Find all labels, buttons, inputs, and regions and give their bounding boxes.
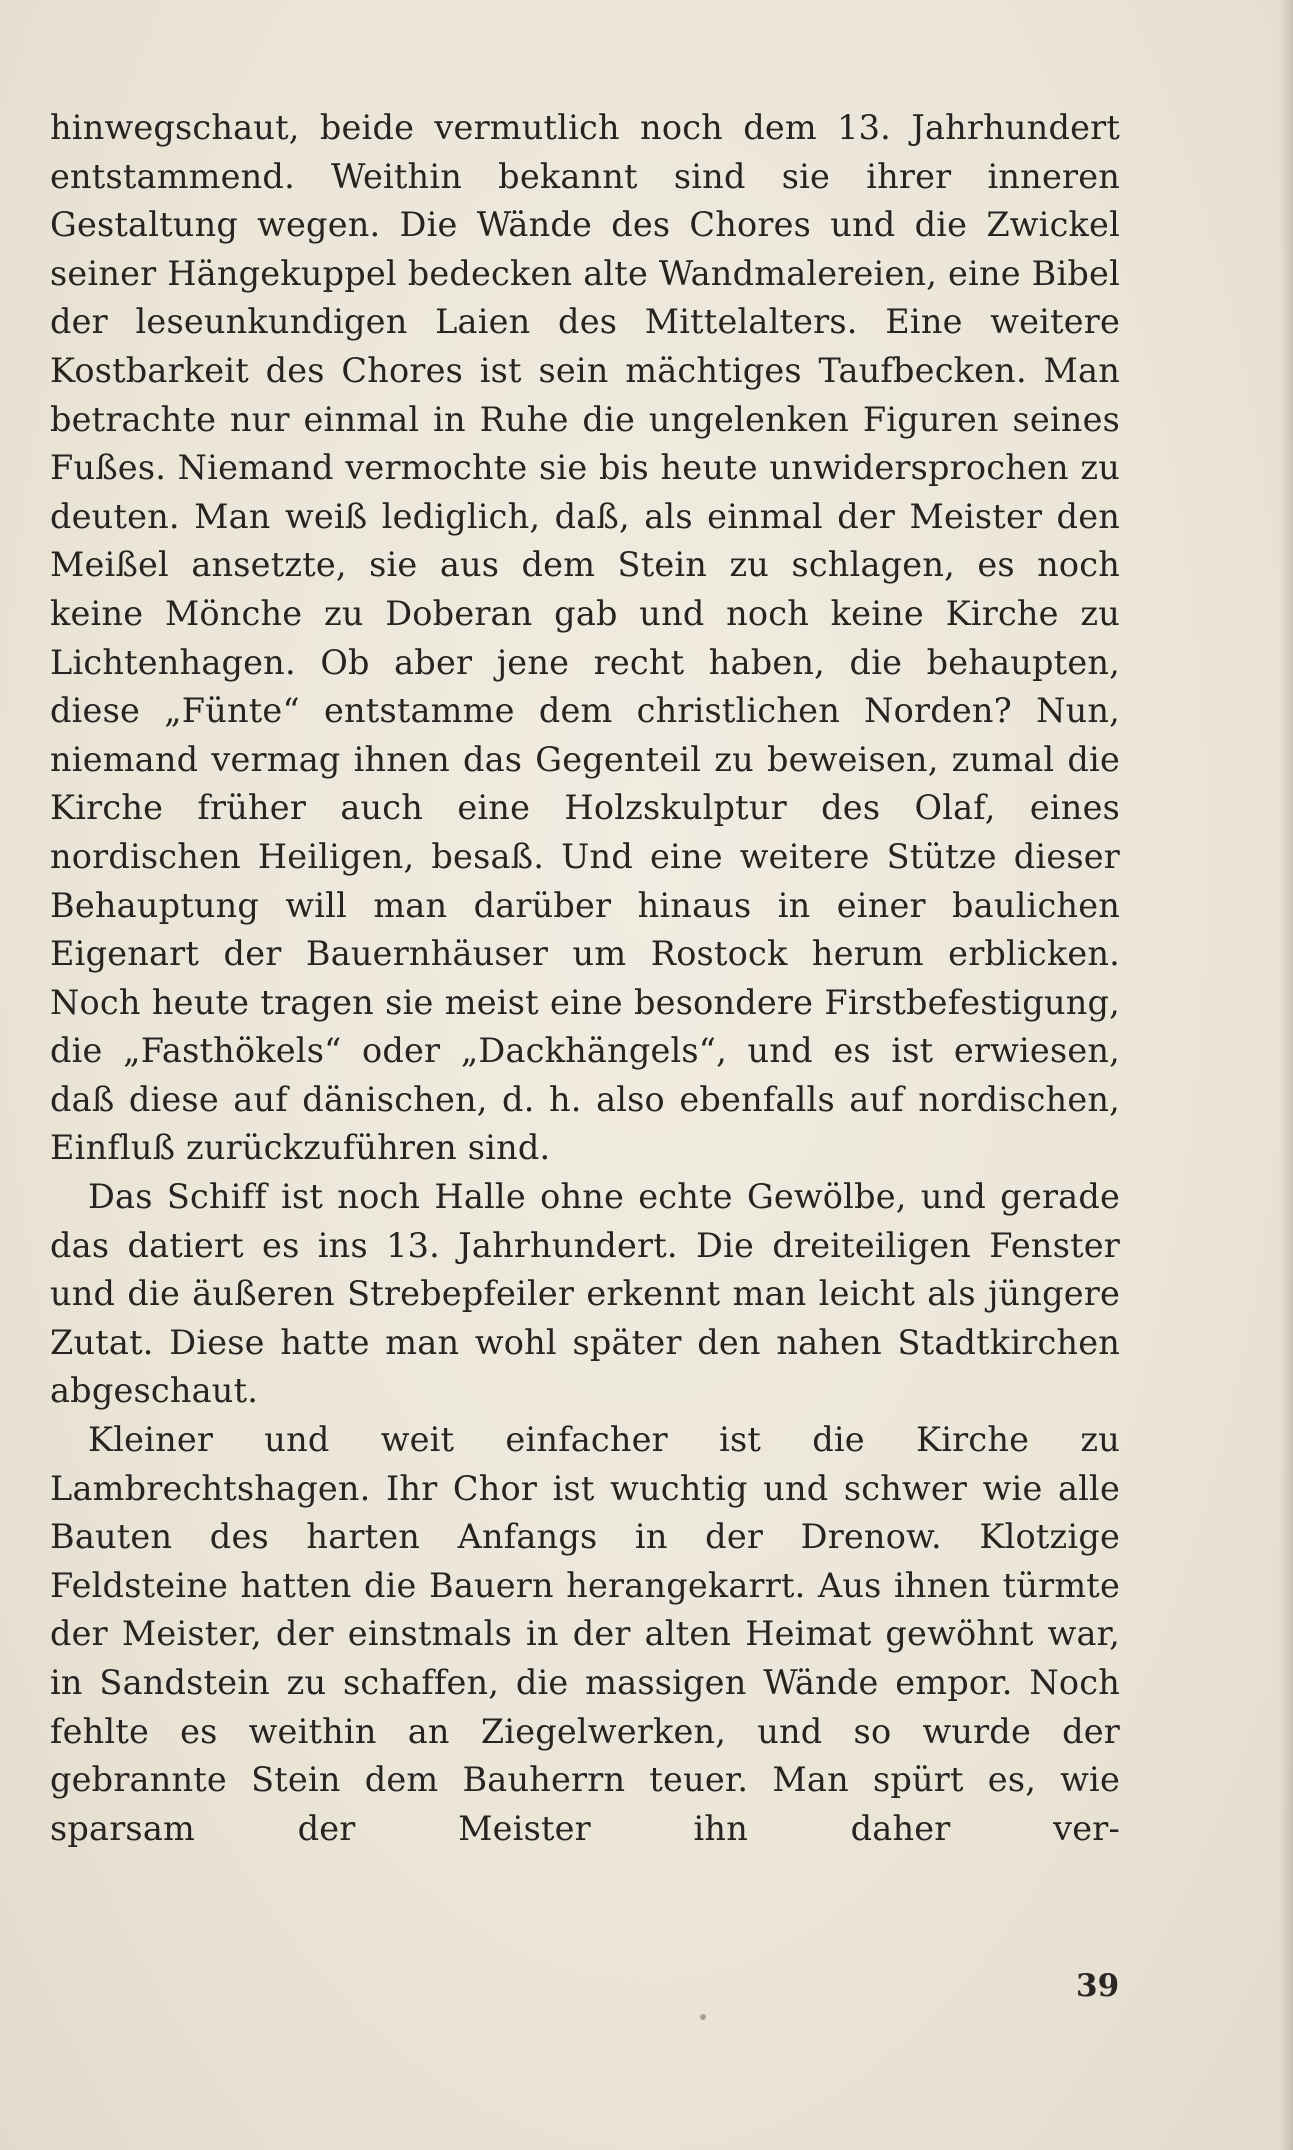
body-text (50, 104, 1120, 1853)
paper-speck (700, 2014, 706, 2020)
paragraph-lambrechtshagen: Kleiner und weit einfacher ist die Kirche zu Lambrechtshagen. Ihr Chor ist wuchtig und schwer wie alle Bauten des harten Anfangs in der Drenow. Klotzige Feldsteine hatten die Bauern herangekarrt. Aus ihnen türmte der Meister, der einstmals in der alten Heimat gewöhnt war, in Sandstein zu schaffen, die massigen Wände empor. Noch fehlte es weithin an Ziegelwerken, und so wurde der gebrannte Stein dem Bauherrn teuer. Man spürt es, wie sparsam der Meister ihn daher ver- (50, 1420, 1120, 1848)
paragraph-schiff: Das Schiff ist noch Halle ohne echte Gewölbe, und gerade das datiert es ins 13. Jahrhundert. Die dreiteiligen Fenster und die äußeren Strebepfeiler erkennt man leicht als jüngere Zutat. Diese hatte man wohl später den nahen Stadtkirchen abgeschaut. (50, 1177, 1120, 1411)
page-edge-shadow (1279, 0, 1293, 2150)
paragraph-taufbecken: hinwegschaut, beide vermutlich noch dem 13. Jahrhundert entstammend. Weithin bekannt sind sie ihrer inneren Gestaltung wegen. Die Wände des Chores und die Zwickel seiner Hängekuppel bedecken alte Wandmalereien, eine Bibel der leseunkundigen Laien des Mittelalters. Eine weitere Kostbarkeit des Chores ist sein mächtiges Taufbecken. Man betrachte nur einmal in Ruhe die ungelenken Figuren seines Fußes. Niemand vermochte sie bis heute unwidersprochen zu deuten. Man weiß lediglich, daß, als einmal der Meister den Meißel ansetzte, sie aus dem Stein zu schlagen, es noch keine Mönche zu Doberan gab und noch keine Kirche zu Lichtenhagen. Ob aber jene recht haben, die behaupten, diese „Fünte“ entstamme dem christlichen Norden? Nun, niemand vermag ihnen das Gegenteil zu beweisen, zumal die Kirche früher auch eine Holzskulptur des Olaf, eines nordischen Heiligen, besaß. Und eine weitere Stütze dieser Behauptung will man darüber hinaus in einer baulichen Eigenart der Bauernhäuser um Rostock herum erblicken. Noch heute tragen sie meist eine besondere Firstbefestigung, die „Fasthökels“ oder „Dackhängels“, und es ist erwiesen, daß diese auf dänischen, d. h. also ebenfalls auf nordischen, Einfluß zurückzuführen sind. (50, 108, 1120, 1168)
page-number: 39 (1076, 1968, 1120, 2004)
